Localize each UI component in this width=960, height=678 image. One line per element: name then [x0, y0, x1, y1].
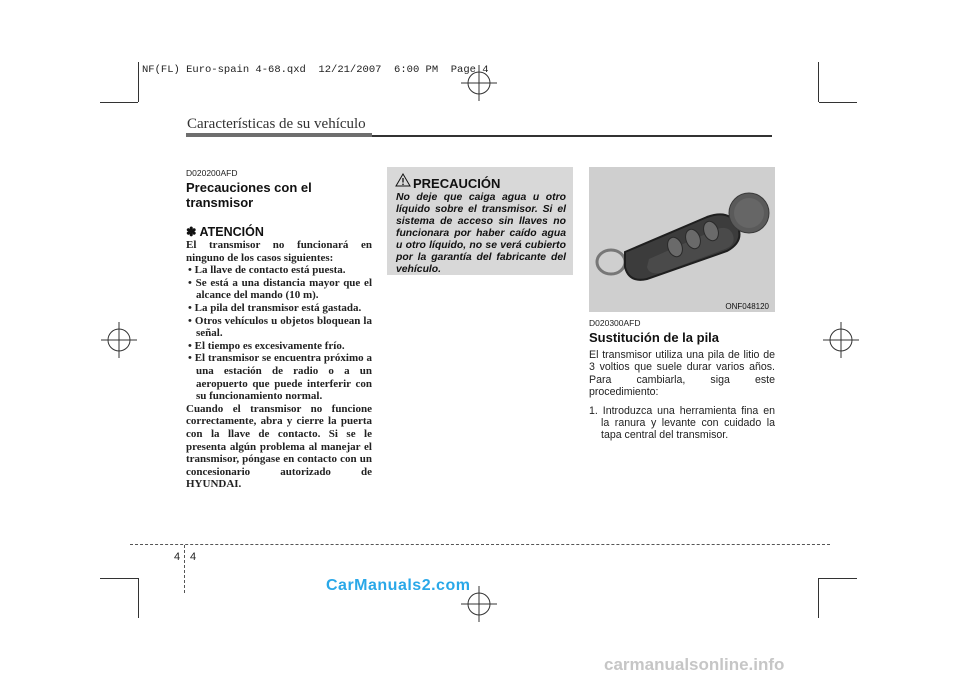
crop-mark: [818, 62, 819, 102]
step-list: [589, 405, 775, 442]
section-body: [589, 349, 775, 442]
section-code: D020200AFD: [186, 168, 238, 178]
page-number: 4: [190, 551, 197, 563]
list-item: • El transmisor se encuentra próximo a una estación de radio o a un aeropuerto que puede interferir con su funcionamiento normal.: [186, 352, 372, 402]
header-rule: [186, 133, 372, 137]
crop-mark: [100, 102, 138, 103]
list-item: • La llave de contacto está puesta.: [186, 264, 372, 277]
body-paragraph: El transmisor utiliza una pila de litio de 3 voltios que suele durar varios años. Para cambiarla, siga este procedimiento:: [589, 349, 775, 399]
attention-closing: Cuando el transmisor no funcione correctamente, abra y cierre la puerta con la llave de contacto. Si se le presenta algún problema al manejar el transmisor, póngase en contacto con un concesionario autorizado de HYUNDAI.: [186, 402, 372, 491]
attention-label: ATENCIÓN: [199, 225, 264, 239]
crop-mark: [819, 102, 857, 103]
left-column: [186, 168, 372, 491]
section-header-title: Características de su vehículo: [187, 116, 366, 132]
section-title: Sustitución de la pila: [589, 330, 720, 345]
step-text: Introduzca una herramienta fina en la ranura y levante con cuidado la tapa central del transmisor.: [601, 404, 775, 442]
step-number: 1.: [589, 404, 598, 417]
header-rule: [372, 135, 772, 137]
key-fob-image-icon: [589, 167, 775, 312]
crop-mark: [138, 578, 139, 618]
crop-mark: [138, 62, 139, 102]
crop-mark: [819, 578, 857, 579]
list-item: • El tiempo es excesivamente frío.: [186, 340, 372, 353]
section-title: Precauciones con el transmisor: [186, 180, 312, 210]
condition-list: [186, 264, 372, 403]
caution-box: [387, 167, 573, 275]
warning-triangle-icon: [395, 173, 411, 187]
crop-mark: [818, 578, 819, 618]
watermark-link[interactable]: CarManuals2.com: [326, 577, 471, 594]
footer-rule: [130, 544, 830, 545]
registration-mark-icon: [823, 322, 859, 358]
watermark-link[interactable]: carmanualsonline.info: [604, 655, 785, 674]
attention-icon: ✽: [186, 225, 197, 239]
list-item: [589, 405, 775, 442]
attention-heading: [186, 224, 372, 239]
caution-text: No deje que caiga agua u otro líquido sobre el transmisor. Si el sistema de acceso sin llaves no funcionara por haber caído agua u otro líquido, no se verá cubierto por la garantía del fabricante del vehículo.: [396, 192, 566, 275]
list-item: • La pila del transmisor está gastada.: [186, 302, 372, 315]
figure-code: ONF048120: [725, 302, 769, 311]
key-fob-figure: [589, 167, 775, 312]
registration-mark-icon: [101, 322, 137, 358]
registration-mark-icon: [461, 65, 497, 101]
section-code: D020300AFD: [589, 318, 641, 328]
page-separator: [184, 545, 185, 593]
attention-body: [186, 239, 372, 491]
print-slug: NF(FL) Euro-spain 4-68.qxd 12/21/2007 6:00 PM Page 4: [142, 64, 489, 76]
crop-mark: [100, 578, 138, 579]
list-item: • Otros vehículos u objetos bloquean la señal.: [186, 315, 372, 340]
attention-intro: El transmisor no funcionará en ninguno de los casos siguientes:: [186, 239, 372, 264]
list-item: • Se está a una distancia mayor que el alcance del mando (10 m).: [186, 277, 372, 302]
right-column: [589, 318, 775, 442]
caution-title: PRECAUCIÓN: [413, 176, 501, 191]
page-section-number: 4: [174, 551, 181, 563]
